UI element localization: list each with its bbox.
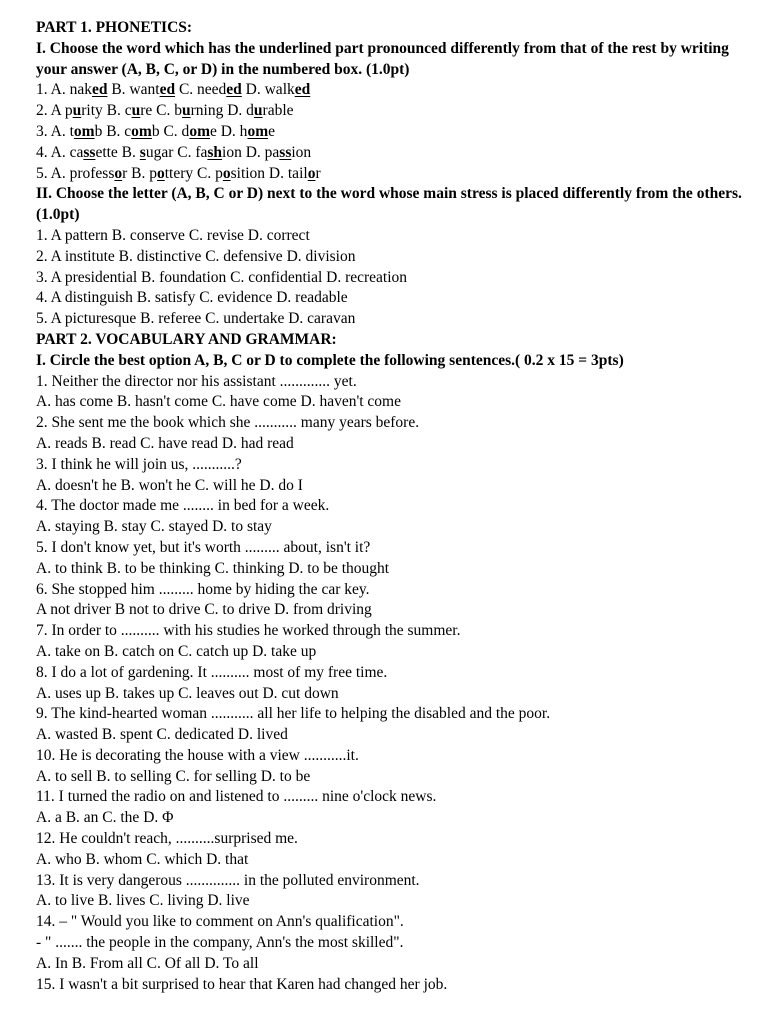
word-text: D. walk — [241, 81, 295, 99]
underlined-sound: ss — [83, 143, 96, 161]
question-text: 4. The doctor made me ........ in bed for a week. — [36, 497, 330, 515]
word-text: 1. A. nak — [36, 81, 92, 99]
question-text: 8. I do a lot of gardening. It .......... most of my free time. — [36, 663, 388, 681]
question-text: 15. I wasn't a bit surprised to hear that Karen had changed her job. — [36, 975, 448, 993]
part2-section1-lines — [36, 372, 748, 996]
underlined-sound: om — [73, 122, 95, 140]
word-text: 4. A. ca — [36, 143, 84, 161]
underlined-sound: om — [189, 122, 210, 140]
word-text: ion D. pa — [222, 143, 280, 161]
part2-section1-instruction: I. Circle the best option A, B, C or D to complete the following sentences.( 0.2 x 15 = 3pts) — [36, 351, 624, 369]
stress-item: 2. A institute B. distinctive C. defensive D. division — [36, 247, 356, 265]
answer-options: A. to live B. lives C. living D. live — [36, 892, 250, 910]
word-text: e — [268, 122, 275, 140]
question-text: 2. She sent me the book which she ........... many years before. — [36, 414, 420, 432]
answer-options: A. uses up B. takes up C. leaves out D. cut down — [36, 684, 339, 702]
question-text: 11. I turned the radio on and listened to ......... nine o'clock news. — [36, 788, 437, 806]
part1-title: PART 1. PHONETICS: — [36, 19, 193, 36]
answer-options: A not driver B not to drive C. to drive D. from driving — [36, 601, 372, 619]
answer-options: A. to sell B. to selling C. for selling D. to be — [36, 767, 311, 785]
word-text: 2. A p — [36, 102, 73, 120]
question-text: 13. It is very dangerous .............. in the polluted environment. — [36, 871, 420, 889]
word-text: sition D. tail — [230, 164, 308, 182]
question-text: 10. He is decorating the house with a view ...........it. — [36, 746, 359, 764]
question-text: 14. – " Would you like to comment on Ann's qualification". — [36, 913, 404, 931]
answer-options: A. who B. whom C. which D. that — [36, 850, 249, 868]
underlined-sound: o — [307, 164, 316, 182]
underlined-sound: om — [131, 122, 152, 140]
phonetics-item — [36, 80, 748, 101]
question-text: 7. In order to .......... with his studies he worked through the summer. — [36, 622, 461, 640]
underlined-sound: ed — [91, 81, 108, 99]
word-text: ette B. — [95, 143, 140, 161]
underlined-sound: o — [222, 164, 231, 182]
underlined-sound: u — [131, 102, 141, 120]
underlined-sound: u — [182, 102, 191, 120]
answer-options: A. to think B. to be thinking C. thinking D. to be thought — [36, 559, 390, 577]
underlined-sound: u — [253, 102, 263, 120]
question-text: 12. He couldn't reach, ..........surprised me. — [36, 830, 298, 848]
word-text: ugar C. fa — [145, 143, 208, 161]
answer-options: A. a B. an C. the D. Φ — [36, 809, 174, 827]
question-text: 9. The kind-hearted woman ........... all her life to helping the disabled and the poor. — [36, 705, 551, 723]
answer-options: A. doesn't he B. won't he C. will he D. do I — [36, 476, 303, 494]
stress-item: 4. A distinguish B. satisfy C. evidence D. readable — [36, 289, 348, 307]
stress-item: 3. A presidential B. foundation C. confidential D. recreation — [36, 268, 408, 286]
answer-options: A. take on B. catch on C. catch up D. take up — [36, 642, 317, 660]
word-text: 5. A. profess — [36, 164, 115, 182]
word-text: rning D. d — [190, 102, 254, 120]
phonetics-item — [36, 101, 748, 122]
underlined-sound: o — [114, 164, 123, 182]
answer-options: A. wasted B. spent C. dedicated D. lived — [36, 726, 288, 744]
underlined-sound: u — [72, 102, 82, 120]
underlined-sound: o — [156, 164, 165, 182]
part1-section1-instruction: I. Choose the word which has the underlined part pronounced differently from that of the rest by writing your answer (A, B, C, or D) in the numbered box. (1.0pt) — [36, 39, 729, 78]
word-text: b B. c — [94, 122, 132, 140]
underlined-sound: sh — [207, 143, 223, 161]
underlined-sound: ed — [294, 81, 311, 99]
underlined-sound: om — [247, 122, 269, 140]
word-text: ion — [291, 143, 312, 161]
part1-section2-items — [36, 226, 748, 330]
word-text: b C. d — [151, 122, 190, 140]
underlined-sound: ed — [159, 81, 176, 99]
question-text: 5. I don't know yet, but it's worth ......... about, isn't it? — [36, 538, 371, 556]
answer-options: A. staying B. stay C. stayed D. to stay — [36, 518, 272, 536]
question-text: 3. I think he will join us, ...........? — [36, 455, 242, 473]
word-text: r — [315, 164, 321, 182]
part1-section1-items — [36, 80, 748, 184]
part2-title: PART 2. VOCABULARY AND GRAMMAR: — [36, 330, 337, 348]
answer-options: A. reads B. read C. have read D. had read — [36, 434, 294, 452]
word-text: C. need — [175, 81, 227, 99]
phonetics-item — [36, 164, 748, 185]
stress-item: 1. A pattern B. conserve C. revise D. correct — [36, 226, 310, 244]
phonetics-item — [36, 143, 748, 164]
word-text: 3. A. t — [36, 122, 74, 140]
word-text: rable — [262, 102, 294, 120]
question-text: - " ....... the people in the company, Ann's the most skilled". — [36, 934, 404, 952]
stress-item: 5. A picturesque B. referee C. undertake D. caravan — [36, 310, 356, 328]
word-text: re C. b — [140, 102, 182, 120]
question-text: 6. She stopped him ......... home by hiding the car key. — [36, 580, 370, 598]
word-text: r B. p — [122, 164, 157, 182]
underlined-sound: s — [139, 143, 146, 161]
answer-options: A. In B. From all C. Of all D. To all — [36, 954, 259, 972]
phonetics-item — [36, 122, 748, 143]
word-text: B. want — [107, 81, 160, 99]
question-text: 1. Neither the director nor his assistant ............. yet. — [36, 372, 357, 390]
part1-section2-instruction: II. Choose the letter (A, B, C or D) next to the word whose main stress is placed differently from the others. (1.0pt) — [36, 185, 742, 224]
word-text: ttery C. p — [164, 164, 223, 182]
word-text: rity B. c — [81, 102, 132, 120]
underlined-sound: ed — [226, 81, 242, 99]
word-text: e D. h — [209, 122, 248, 140]
underlined-sound: ss — [279, 143, 292, 161]
answer-options: A. has come B. hasn't come C. have come D. haven't come — [36, 393, 401, 411]
